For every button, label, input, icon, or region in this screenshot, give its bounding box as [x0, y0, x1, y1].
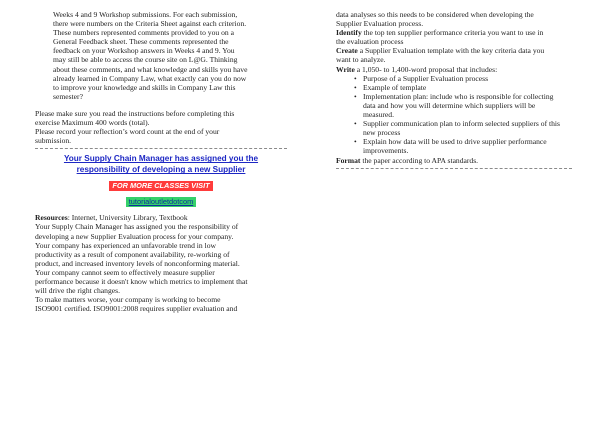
- bullet-icon: •: [354, 91, 357, 101]
- format-task: [336, 156, 572, 165]
- text-line: data and how you will determine which suppliers will be: [363, 100, 536, 110]
- text-line: ISO9001 certified. ISO9001:2008 requires supplier evaluation and: [35, 304, 238, 314]
- format-value: the paper according to APA standards.: [360, 155, 479, 165]
- text-line: Please make sure you read the instructions before completing this: [35, 108, 235, 118]
- text-line: performance because it doesn't know which metrics to implement that: [35, 276, 248, 286]
- text-line: product, and increased inventory levels of nonconforming material.: [35, 258, 240, 268]
- bullet-icon: •: [354, 119, 357, 129]
- text-line: measured.: [363, 110, 394, 120]
- instructions-paragraph: [35, 109, 287, 145]
- text-line: These numbers represented comments provided to you on a: [53, 28, 234, 38]
- text-line: to improve your knowledge and skills in Company Law this: [53, 82, 236, 92]
- text-line: data analyses so this needs to be considered when developing the: [336, 10, 534, 19]
- text-line: Please record your reflection’s word count at the end of your: [35, 127, 220, 137]
- text-line: Implementation plan: include who is responsible for collecting: [363, 91, 554, 101]
- text-line: new process: [363, 128, 401, 138]
- site-link[interactable]: tutorialoutletdotcom: [126, 197, 197, 207]
- list-item: [354, 92, 572, 119]
- resources-line: [35, 213, 287, 222]
- text-line: Supplier communication plan to inform selected suppliers of this: [363, 119, 560, 129]
- text-line: To make matters worse, your company is working to become: [35, 295, 221, 305]
- proposal-requirements-list: [336, 74, 572, 156]
- text-line: Supplier Evaluation process.: [336, 19, 424, 29]
- write-task: [336, 65, 572, 74]
- bullet-icon: •: [354, 73, 357, 83]
- text-line: submission.: [35, 136, 72, 146]
- text-line: feedback on your Workshop answers in Weeks 4 and 9. You: [53, 46, 235, 56]
- text-line: the evaluation process: [336, 37, 404, 47]
- bullet-icon: •: [354, 82, 357, 92]
- text-line: Purpose of a Supplier Evaluation process: [363, 73, 489, 83]
- continued-paragraph: [336, 10, 572, 28]
- site-link-row: [35, 197, 287, 207]
- right-column: [336, 10, 572, 173]
- list-item: [354, 137, 572, 155]
- text-line: Your Supply Chain Manager has assigned you the responsibility of: [35, 222, 239, 232]
- dashed-separator: [35, 148, 287, 149]
- list-item: [354, 119, 572, 137]
- text-line: may still be able to access the course site on L@G. Thinking: [53, 55, 238, 65]
- write-label: Write: [336, 64, 355, 74]
- text-line: will drive the right changes.: [35, 286, 120, 296]
- resources-value: : Internet, University Library, Textbook: [67, 213, 188, 223]
- text-line: want to analyze.: [336, 55, 386, 65]
- text-line: productivity as a result of component availability, re-working of: [35, 249, 230, 259]
- list-item: [354, 74, 572, 83]
- text-line: already learned in Company Law, what exactly can you do now: [53, 73, 247, 83]
- text-line: exercise Maximum 400 words (total).: [35, 118, 150, 128]
- dashed-separator: [336, 168, 572, 169]
- create-label: Create: [336, 46, 358, 56]
- text-line: Example of template: [363, 82, 427, 92]
- identify-label: Identify: [336, 28, 362, 38]
- text-line: improvements.: [363, 146, 409, 156]
- scenario-paragraph: [35, 222, 287, 313]
- text-line: General Feedback sheet. These comments represented the: [53, 37, 229, 47]
- text-line: Your company has experienced an unfavorable trend in low: [35, 240, 216, 250]
- format-label: Format: [336, 155, 361, 165]
- classes-badge-row: [35, 181, 287, 191]
- text-line: Weeks 4 and 9 Workshop submissions. For each submission,: [53, 10, 238, 19]
- write-value: a 1,050- to 1,400-word proposal that includes:: [354, 64, 498, 74]
- bullet-icon: •: [354, 137, 357, 147]
- text-line: the top ten supplier performance criteria you want to use in: [361, 28, 544, 38]
- identify-task: [336, 28, 572, 46]
- text-line: Explain how data will be used to drive supplier performance: [363, 137, 547, 147]
- text-line: about these comments, and what knowledge and skills you have: [53, 64, 248, 74]
- more-classes-badge: FOR MORE CLASSES VISIT: [109, 181, 212, 191]
- text-line: semester?: [53, 91, 83, 101]
- text-line: a Supplier Evaluation template with the key criteria data you: [357, 46, 545, 56]
- create-task: [336, 46, 572, 64]
- list-item: [354, 83, 572, 92]
- text-line: there were numbers on the Criteria Sheet against each criterion.: [53, 19, 247, 29]
- assignment-title-link[interactable]: Your Supply Chain Manager has assigned you the responsibility of developing a new Supplier: [63, 154, 259, 175]
- resources-label: Resources: [35, 213, 68, 223]
- text-line: developing a new Supplier Evaluation process for your company.: [35, 231, 234, 241]
- intro-paragraph: [35, 10, 287, 101]
- text-line: Your company cannot seem to effectively measure supplier: [35, 267, 215, 277]
- left-column: [35, 10, 287, 313]
